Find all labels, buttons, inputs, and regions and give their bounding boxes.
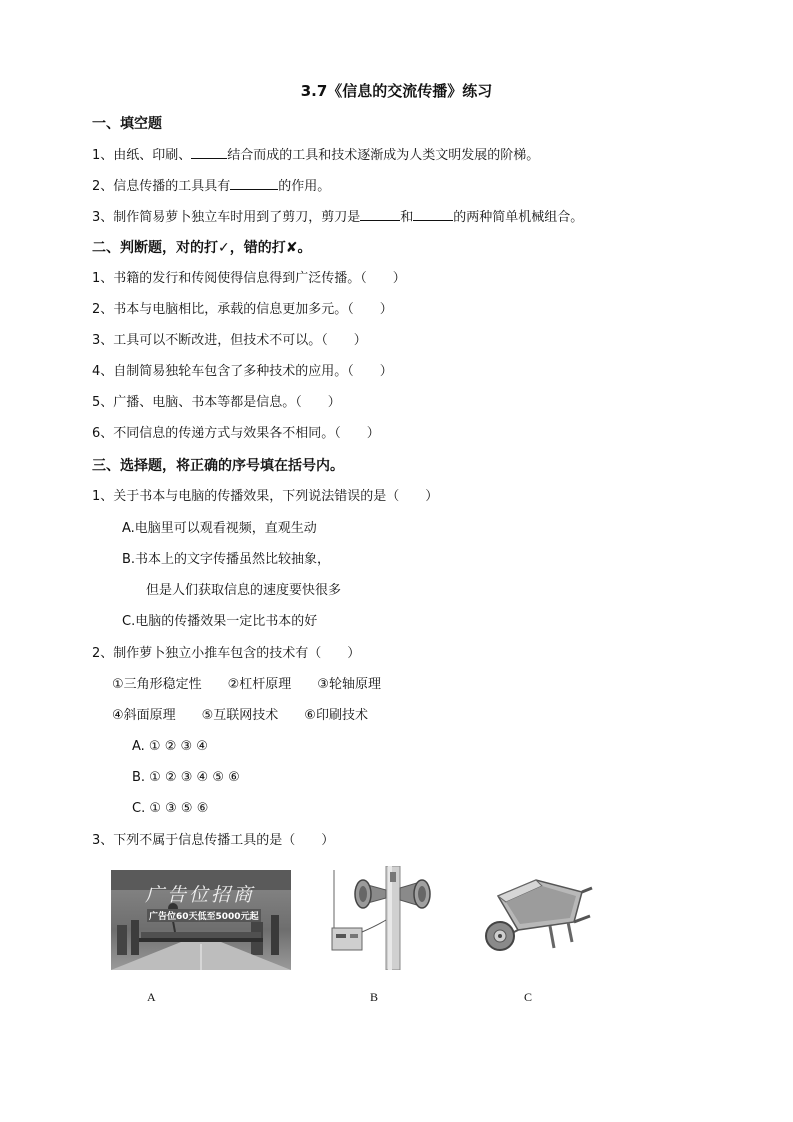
- billboard-headline: 广告位招商: [145, 884, 256, 906]
- section-heading-multiple-choice: 三、选择题，将正确的序号填在括号内。: [92, 458, 344, 474]
- choice-option-a: A.电脑里可以观看视频，直观生动: [122, 521, 317, 536]
- choice-option-a: A. ① ② ③ ④: [132, 739, 208, 754]
- question-text: 结合而成的工具和技术逐渐成为人类文明发展的阶梯。: [227, 148, 540, 163]
- question-text: 3、制作简易萝卜独立车时用到了剪刀，剪刀是: [92, 210, 361, 225]
- choice-option-c: C.电脑的传播效果一定比书本的好: [122, 614, 318, 629]
- question-text: 1、由纸、印刷、: [92, 148, 192, 163]
- wheelbarrow-image: [478, 876, 598, 960]
- answer-blank[interactable]: [413, 208, 453, 221]
- question-text: 的两种简单机械组合。: [453, 210, 584, 225]
- answer-blank[interactable]: [191, 146, 227, 159]
- wheelbarrow-illustration: [478, 876, 598, 960]
- choice-question-3: 3、下列不属于信息传播工具的是（ ）: [92, 833, 335, 848]
- choice-question-1: 1、关于书本与电脑的传播效果，下列说法错误的是（ ）: [92, 489, 439, 504]
- choice-question-2: 2、制作萝卜独立小推车包含的技术有（ ）: [92, 646, 361, 661]
- technique-list-row-2: ④斜面原理 ⑤互联网技术 ⑥印刷技术: [112, 708, 368, 723]
- choice-option-b: B.书本上的文字传播虽然比较抽象，: [122, 552, 331, 567]
- image-caption-a: A: [147, 990, 156, 1004]
- image-caption-b: B: [370, 990, 379, 1004]
- choice-option-b: B. ① ② ③ ④ ⑤ ⑥: [132, 770, 240, 785]
- section-heading-fill-blank: 一、填空题: [92, 116, 162, 132]
- section-heading-true-false: 二、判断题，对的打✓，错的打✘。: [92, 240, 312, 256]
- choice-option-c: C. ① ③ ⑤ ⑥: [132, 801, 209, 816]
- fill-blank-question-3: [92, 208, 583, 227]
- technique-list-row-1: ①三角形稳定性 ②杠杆原理 ③轮轴原理: [112, 677, 381, 692]
- fill-blank-question-2: [92, 177, 330, 196]
- billboard-price-text: 广告位60天低至5000元起: [147, 909, 261, 922]
- choice-option-b-continued: 但是人们获取信息的速度要快很多: [146, 583, 342, 598]
- answer-blank[interactable]: [230, 177, 278, 190]
- question-text: 和: [400, 210, 414, 225]
- true-false-item-1: 1、书籍的发行和传阅使得信息得到广泛传播。（ ）: [92, 271, 406, 286]
- true-false-item-6: 6、不同信息的传递方式与效果各不相同。（ ）: [92, 426, 380, 441]
- loudspeaker-illustration: [328, 866, 432, 970]
- true-false-item-2: 2、书本与电脑相比，承载的信息更加多元。（ ）: [92, 302, 393, 317]
- fill-blank-question-1: [92, 146, 539, 165]
- image-caption-c: C: [524, 990, 533, 1004]
- question-text: 2、信息传播的工具具有: [92, 179, 231, 194]
- true-false-item-4: 4、自制简易独轮车包含了多种技术的应用。（ ）: [92, 364, 393, 379]
- answer-blank[interactable]: [360, 208, 400, 221]
- question-text: 的作用。: [278, 179, 331, 194]
- page-title: 3.7《信息的交流传播》练习: [300, 82, 493, 100]
- true-false-item-3: 3、工具可以不断改进，但技术不可以。（ ）: [92, 333, 367, 348]
- loudspeaker-image: [328, 866, 432, 970]
- billboard-image: [111, 870, 291, 970]
- true-false-item-5: 5、广播、电脑、书本等都是信息。（ ）: [92, 395, 341, 410]
